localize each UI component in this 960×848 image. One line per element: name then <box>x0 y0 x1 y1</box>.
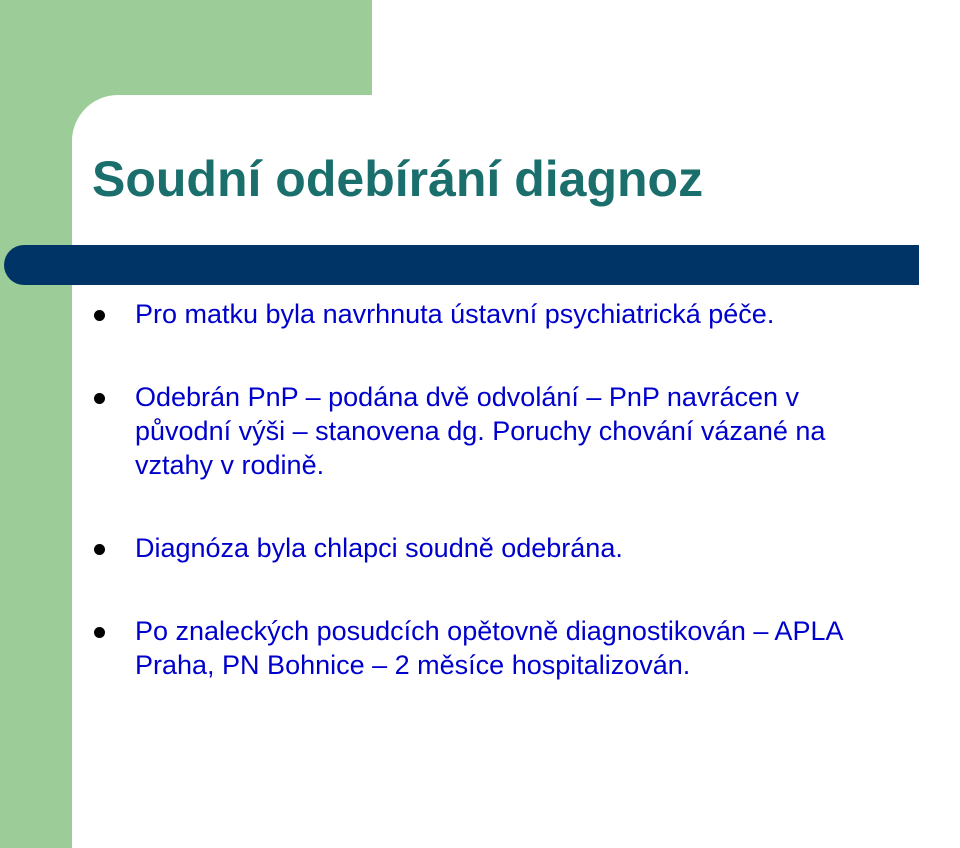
bullet-item <box>135 614 955 682</box>
bullet-item <box>135 297 955 331</box>
title-divider-bar <box>4 245 919 285</box>
bullet-dot-icon <box>94 310 105 321</box>
bullet-line: Praha, PN Bohnice – 2 měsíce hospitalizován. <box>135 650 691 680</box>
bullet-line: Po znaleckých posudcích opětovně diagnostikován – APLA <box>135 616 844 646</box>
bullet-item <box>135 380 955 482</box>
bullet-line: Odebrán PnP – podána dvě odvolání – PnP navrácen v <box>135 382 799 412</box>
slide-title: Soudní odebírání diagnoz <box>92 151 704 207</box>
bullet-dot-icon <box>94 393 105 404</box>
bullet-line: původní výši – stanovena dg. Poruchy chování vázané na <box>135 416 826 446</box>
bullet-item <box>135 531 955 565</box>
bullet-dot-icon <box>94 544 105 555</box>
bullet-line: Diagnóza byla chlapci soudně odebrána. <box>135 533 623 563</box>
bullet-dot-icon <box>94 627 105 638</box>
bullet-line: Pro matku byla navrhnuta ústavní psychiatrická péče. <box>135 299 775 329</box>
bullet-line: vztahy v rodině. <box>135 450 325 480</box>
